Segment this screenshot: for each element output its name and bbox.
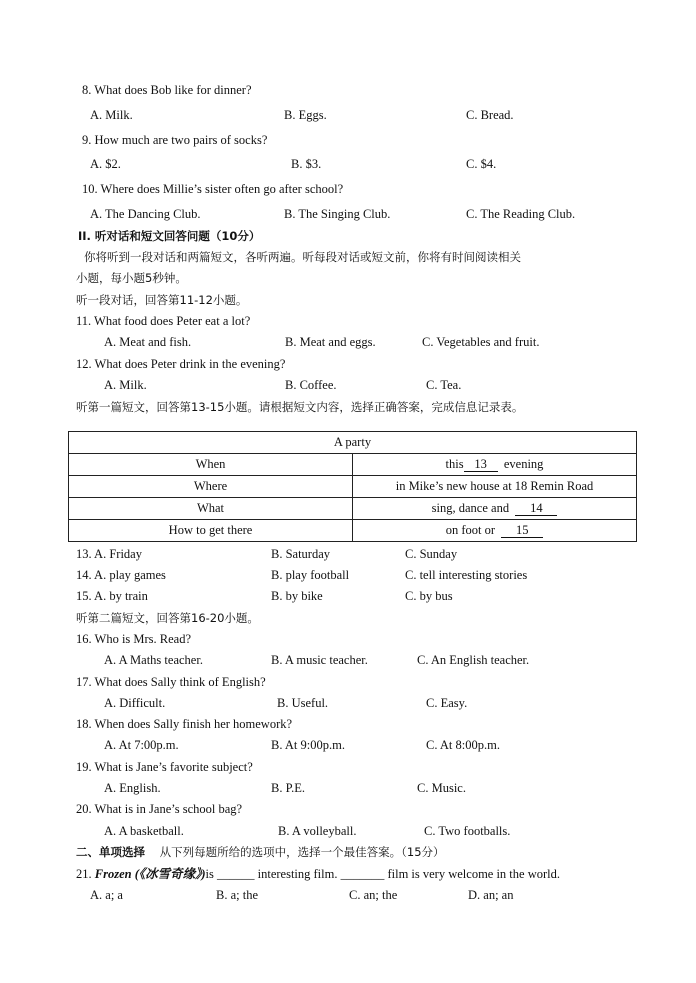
option-16b: B. A music teacher. [271,653,368,667]
option-16c: C. An English teacher. [417,653,530,667]
option-8a: A. Milk. [90,108,133,122]
option-13c: C. Sunday [405,547,458,561]
question-9: 9. How much are two pairs of socks? [82,133,268,147]
dialog-prompt: 听一段对话，回答第11-12小题。 [76,293,248,307]
option-18a: A. At 7:00p.m. [104,738,179,752]
option-16a: A. A Maths teacher. [104,653,203,667]
part-2-title: 二、单项选择 [76,845,145,859]
option-11a: A. Meat and fish. [104,335,192,349]
option-8c: C. Bread. [466,108,514,122]
row-value-how [353,520,637,542]
option-14b: B. play football [271,568,350,582]
q21-number: 21. [76,867,92,881]
option-10a: A. The Dancing Club. [90,207,201,221]
option-21b: B. a; the [216,888,259,902]
option-20c: C. Two footballs. [424,824,511,838]
info-record-table [68,431,637,542]
option-20a: A. A basketball. [104,824,184,838]
option-14c: C. tell interesting stories [405,568,528,582]
blank-13[interactable]: 13 [464,458,498,472]
row-value-what [353,498,637,520]
part-2-heading [76,844,445,860]
what-pre: sing, dance and [431,501,510,515]
table-title: A party [69,432,637,454]
option-19c: C. Music. [417,781,466,795]
option-8b: B. Eggs. [284,108,327,122]
question-21 [76,866,560,882]
option-17a: A. Difficult. [104,696,166,710]
option-10b: B. The Singing Club. [284,207,391,221]
table-row [69,476,637,498]
row-value-when [353,454,637,476]
option-21c: C. an; the [349,888,398,902]
question-11: 11. What food does Peter eat a lot? [76,314,251,328]
question-12: 12. What does Peter drink in the evening? [76,357,286,371]
row-label-where: Where [69,476,353,498]
option-11b: B. Meat and eggs. [285,335,376,349]
table-row [69,454,637,476]
section-2-intro-line1: 你将听到一段对话和两篇短文，各听两遍。听每段对话或短文前，你将有时间阅读相关 [84,250,521,264]
q21-text: is ______ interesting film. _______ film is very welcome in the world. [205,867,560,881]
when-post: evening [503,457,544,471]
question-16: 16. Who is Mrs. Read? [76,632,192,646]
option-13a: 13. A. Friday [76,547,142,561]
option-17c: C. Easy. [426,696,468,710]
question-20: 20. What is in Jane’s school bag? [76,802,243,816]
option-21a: A. a; a [90,888,123,902]
option-15c: C. by bus [405,589,453,603]
passage2-prompt: 听第二篇短文，回答第16-20小题。 [76,611,259,625]
how-pre: on foot or [445,523,496,537]
option-14a: 14. A. play games [76,568,166,582]
option-9b: B. $3. [291,157,322,171]
option-9c: C. $4. [466,157,497,171]
question-8: 8. What does Bob like for dinner? [82,83,252,97]
passage1-prompt: 听第一篇短文，回答第13-15小题。请根据短文内容，选择正确答案，完成信息记录表。 [76,400,524,414]
section-2-intro-line2: 小题，每小题5秒钟。 [76,271,187,285]
option-17b: B. Useful. [277,696,329,710]
option-9a: A. $2. [90,157,121,171]
section-2-title: II. 听对话和短文回答问题（10分） [78,229,261,243]
table-row [69,520,637,542]
option-21d: D. an; an [468,888,514,902]
option-20b: B. A volleyball. [278,824,357,838]
blank-15[interactable]: 15 [501,524,543,538]
row-value-where: in Mike’s new house at 18 Remin Road [353,476,637,498]
blank-14[interactable]: 14 [515,502,557,516]
option-18b: B. At 9:00p.m. [271,738,345,752]
question-17: 17. What does Sally think of English? [76,675,266,689]
row-label-how: How to get there [69,520,353,542]
option-15b: B. by bike [271,589,323,603]
option-10c: C. The Reading Club. [466,207,576,221]
option-11c: C. Vegetables and fruit. [422,335,540,349]
question-10: 10. Where does Millie’s sister often go after school? [82,182,344,196]
table-row [69,498,637,520]
option-12c: C. Tea. [426,378,462,392]
row-label-what: What [69,498,353,520]
question-19: 19. What is Jane’s favorite subject? [76,760,253,774]
question-18: 18. When does Sally finish her homework? [76,717,293,731]
option-19b: B. P.E. [271,781,306,795]
option-12a: A. Milk. [104,378,147,392]
option-19a: A. English. [104,781,161,795]
when-pre: this [445,457,464,471]
row-label-when: When [69,454,353,476]
option-13b: B. Saturday [271,547,331,561]
q21-title: Frozen (《冰雪奇缘》) [94,867,206,881]
option-15a: 15. A. by train [76,589,148,603]
option-18c: C. At 8:00p.m. [426,738,500,752]
part-2-instruction: 从下列每题所给的选项中，选择一个最佳答案。（15分） [159,845,445,859]
option-12b: B. Coffee. [285,378,337,392]
